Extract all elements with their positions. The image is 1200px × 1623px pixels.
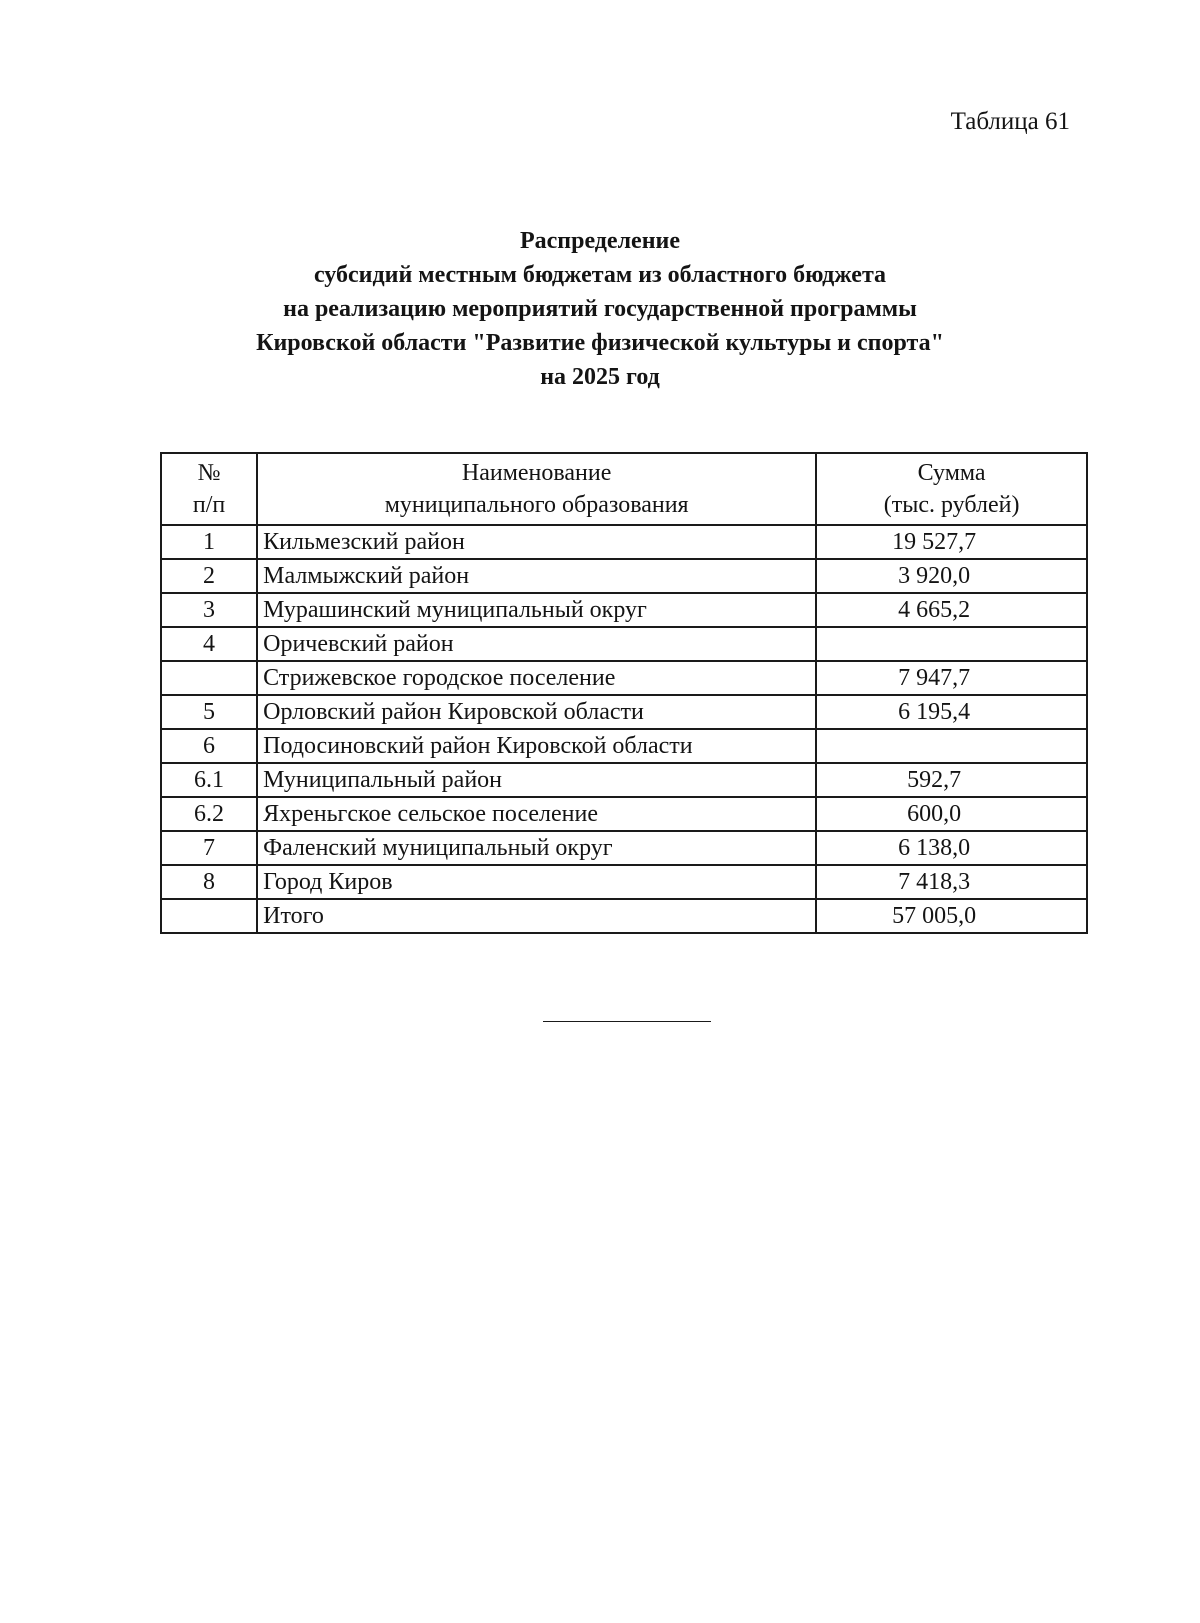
row-name: Яхреньгское сельское поселение: [257, 797, 816, 831]
row-name: Муниципальный район: [257, 763, 816, 797]
table-row: [161, 627, 1087, 661]
header-num: [161, 453, 257, 525]
subsidy-table-container: [160, 452, 1088, 934]
table-row: [161, 695, 1087, 729]
row-name: Город Киров: [257, 865, 816, 899]
header-sum-line2: (тыс. рублей): [883, 492, 1020, 518]
row-sum: 6 138,0: [816, 831, 1087, 865]
row-num: 4: [161, 627, 257, 661]
row-sum: 19 527,7: [816, 525, 1087, 559]
row-sum: 6 195,4: [816, 695, 1087, 729]
title-line: Распределение: [519, 228, 681, 254]
row-name: Кильмезский район: [257, 525, 816, 559]
row-sum: 7 418,3: [816, 865, 1087, 899]
row-num: 3: [161, 593, 257, 627]
row-name: Оричевский район: [257, 627, 816, 661]
table-row: [161, 593, 1087, 627]
table-header: [161, 453, 1087, 525]
row-sum: 7 947,7: [816, 661, 1087, 695]
title-line: на реализацию мероприятий государственной программы: [283, 296, 917, 322]
document-title: [0, 224, 1200, 394]
row-num: [161, 899, 257, 933]
row-num: 8: [161, 865, 257, 899]
table-row: [161, 831, 1087, 865]
table-number: Таблица 61: [950, 108, 1070, 135]
row-num: 5: [161, 695, 257, 729]
row-num: 1: [161, 525, 257, 559]
table-body: [161, 525, 1087, 933]
row-num: 7: [161, 831, 257, 865]
header-num-line2: п/п: [192, 492, 226, 518]
table-row: [161, 729, 1087, 763]
row-sum: 3 920,0: [816, 559, 1087, 593]
row-name: Стрижевское городское поселение: [257, 661, 816, 695]
table-row: [161, 763, 1087, 797]
row-name: Мурашинский муниципальный округ: [257, 593, 816, 627]
row-num: 6: [161, 729, 257, 763]
total-sum: 57 005,0: [816, 899, 1087, 933]
total-label: Итого: [257, 899, 816, 933]
header-name: [257, 453, 816, 525]
subsidy-table: [160, 452, 1088, 934]
row-num: 2: [161, 559, 257, 593]
row-sum: 600,0: [816, 797, 1087, 831]
total-row: [161, 899, 1087, 933]
header-sum-line1: Сумма: [917, 460, 986, 486]
header-row: [161, 453, 1087, 525]
header-num-line1: №: [197, 460, 221, 486]
row-num: [161, 661, 257, 695]
row-sum: 4 665,2: [816, 593, 1087, 627]
table-row: [161, 661, 1087, 695]
table-row: [161, 865, 1087, 899]
header-name-line2: муниципального образования: [384, 492, 689, 518]
row-name: Фаленский муниципальный округ: [257, 831, 816, 865]
row-name: Малмыжский район: [257, 559, 816, 593]
row-sum: 592,7: [816, 763, 1087, 797]
title-line: Кировской области "Развитие физической культуры и спорта": [256, 330, 944, 356]
row-name: Подосиновский район Кировской области: [257, 729, 816, 763]
header-name-line1: Наименование: [461, 460, 612, 486]
title-line: субсидий местным бюджетам из областного бюджета: [313, 262, 887, 288]
header-sum: [816, 453, 1087, 525]
row-sum: [816, 627, 1087, 661]
row-num: 6.2: [161, 797, 257, 831]
row-name: Орловский район Кировской области: [257, 695, 816, 729]
end-divider-line: [543, 1021, 711, 1022]
table-row: [161, 559, 1087, 593]
table-row: [161, 525, 1087, 559]
title-line: на 2025 год: [540, 364, 660, 390]
row-sum: [816, 729, 1087, 763]
table-row: [161, 797, 1087, 831]
row-num: 6.1: [161, 763, 257, 797]
